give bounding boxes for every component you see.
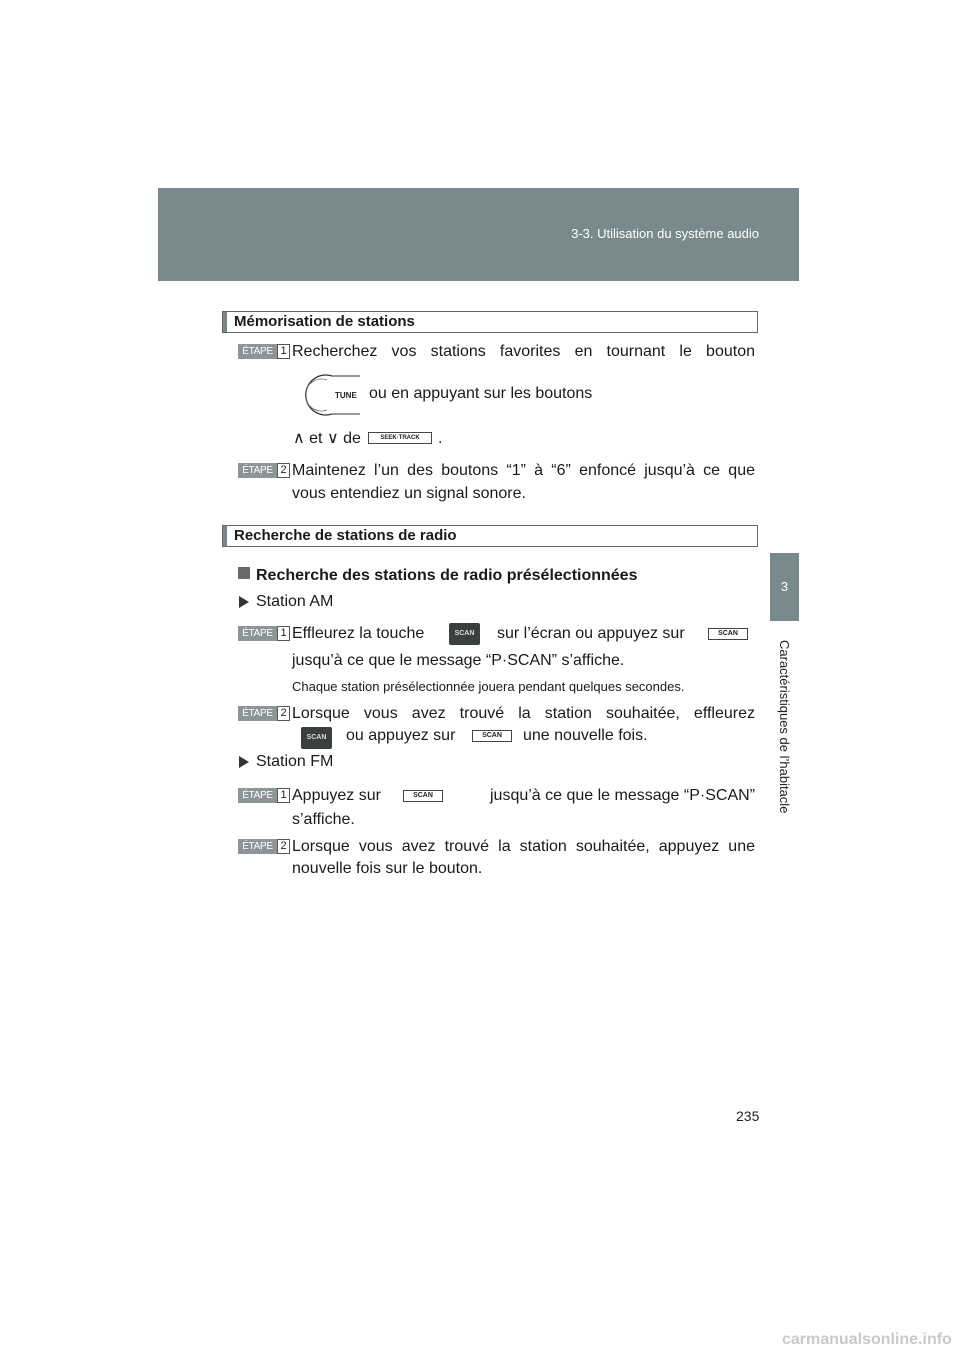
section-heading-text: Recherche de stations de radio [234,527,457,544]
step-label: ÉTAPE [238,463,277,478]
step-badge [238,344,290,359]
step-text: s’affiche. [292,811,355,828]
step-text: ∧ et ∨ de [293,430,361,447]
scan-button-icon: SCAN [472,730,512,742]
step-label: ÉTAPE [238,626,277,641]
step-number: 2 [277,839,290,854]
step-text: jusqu’à ce que le message “P·SCAN” [489,787,755,804]
scan-screen-button-icon: SCAN [301,727,332,749]
section-heading-recherche [222,525,758,547]
step-label: ÉTAPE [238,839,277,854]
step-number: 2 [277,463,290,478]
step-text: une nouvelle fois. [523,727,648,744]
step-text: Recherchez vos stations favorites en tournant le bouton [292,343,755,360]
step-text: sur l’écran ou appuyez sur [497,625,685,642]
station-type-label: Station FM [256,753,334,770]
step-badge [238,463,290,478]
subsection-title: Recherche des stations de radio présélectionnées [256,567,638,584]
chapter-label: Caractéristiques de l’habitacle [777,640,792,814]
triangle-bullet-icon [239,596,249,608]
section-heading-text: Mémorisation de stations [234,313,415,330]
section-heading-memorisation [222,311,758,333]
step-text: Maintenez l’un des boutons “1” à “6” enfoncé jusqu’à ce que [292,462,755,479]
step-label: ÉTAPE [238,706,277,721]
scan-button-icon: SCAN [708,628,748,640]
tune-label: TUNE [335,391,357,400]
step-text: Effleurez la touche [292,625,425,642]
header-bar [158,188,799,281]
scan-screen-button-icon: SCAN [449,623,480,645]
step-number: 1 [277,626,290,641]
section-title: 3-3. Utilisation du système audio [571,226,759,241]
step-text: Lorsque vous avez trouvé la station souhaitée, appuyez une [292,838,755,855]
triangle-bullet-icon [239,756,249,768]
watermark: carmanualsonline.info [782,1331,952,1348]
station-type-label: Station AM [256,593,334,610]
step-text: . [438,430,443,447]
chapter-label-tab [770,627,799,827]
step-text: vous entendiez un signal sonore. [292,485,526,502]
step-badge [238,706,290,721]
step-badge [238,839,290,854]
chapter-number-tab: 3 [770,553,799,621]
seek-track-button-icon: SEEK·TRACK [368,432,432,444]
step-note: Chaque station présélectionnée jouera pendant quelques secondes. [292,679,685,694]
step-text: Appuyez sur [292,787,381,804]
scan-button-icon: SCAN [403,790,443,802]
step-number: 1 [277,788,290,803]
step-label: ÉTAPE [238,788,277,803]
step-number: 1 [277,344,290,359]
step-label: ÉTAPE [238,344,277,359]
step-text: ou en appuyant sur les boutons [369,385,593,402]
page-number: 235 [736,1108,760,1124]
step-number: 2 [277,706,290,721]
step-text: jusqu’à ce que le message “P·SCAN” s’affiche. [292,652,625,669]
step-badge [238,788,290,803]
step-text: nouvelle fois sur le bouton. [292,860,483,877]
step-text: ou appuyez sur [346,727,456,744]
step-text: Lorsque vous avez trouvé la station souhaitée, effleurez [292,705,755,722]
square-bullet-icon [238,567,250,579]
step-badge [238,626,290,641]
